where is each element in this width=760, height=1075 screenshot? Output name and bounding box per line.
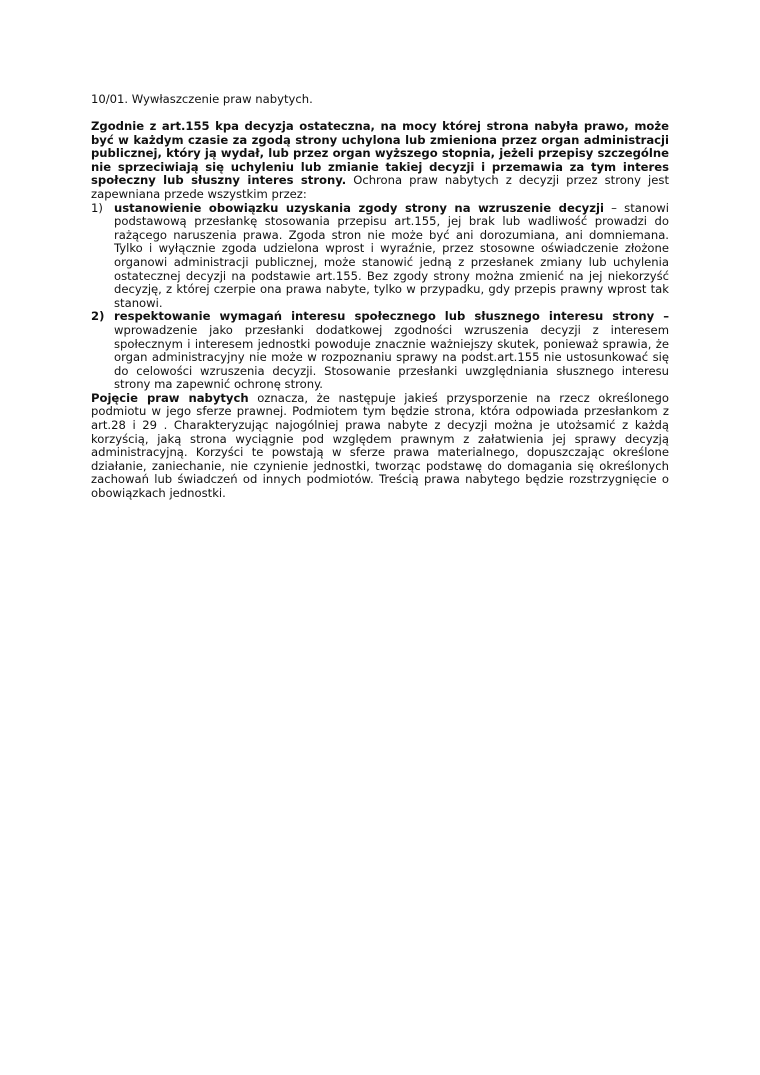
document-title: 10/01. Wywłaszczenie praw nabytych. (91, 92, 313, 106)
list-item-text: – stanowi podstawową przesłankę stosowania przepisu art.155, jej brak lub wadliwość prowadzi do rażącego naruszenia prawa. Zgoda stron nie może być ani dorozumiana, ani domniemana. Tylko i wyłącznie zgoda udzielona wprost i wyraźnie, przez stosowne oświadczenie złożone organowi administracji publicznej, może stanowić jedną z przesłanek zmiany lub uchylenia ostatecznej decyzji na podstawie art.155. Bez zgody strony można zmienić na jej niekorzyść decyzję, z której czerpie ona prawa nabyte, tylko w przypadku, gdy przepis prawny wprost tak stanowi. (114, 200, 669, 310)
protection-list (91, 202, 669, 392)
closing-bold-text: Pojęcie praw nabytych (91, 390, 249, 405)
list-item (91, 202, 669, 311)
closing-paragraph (91, 392, 669, 501)
list-item-text: wprowadzenie jako przesłanki dodatkowej zgodności wzruszenia decyzji z interesem społecznym i interesem jednostki powoduje znacznie ważniejszy skutek, ponieważ sprawia, że organ administracyjny nie może w rozpoznaniu sprawy na podst.art.155 nie ustosunkować się do celowości wzruszenia decyzji. Stosowanie przesłanki uwzględniania słusznego interesu strony ma zapewnić ochronę strony. (114, 322, 669, 392)
list-item-number: 2) (91, 309, 105, 324)
list-item-number: 1) (91, 200, 103, 215)
intro-text: Ochrona praw nabytych z decyzji przez strony jest zapewniana przede wszystkim przez: (91, 173, 669, 201)
intro-bold-text: Zgodnie z art.155 kpa decyzja ostateczna, na mocy której strona nabyła prawo, może być w każdym czasie za zgodą strony uchylona lub zmieniona przez organ administracji publicznej, który ją wydał, lub przez organ wyższego stopnia, jeżeli przepisy szczególne nie sprzeciwiają się uchyleniu lub zmianie takiej decyzji i przemawia za tym interes społeczny lub słuszny interes strony. (91, 119, 669, 188)
closing-text: oznacza, że następuje jakieś przysporzenie na rzecz określonego podmiotu w jego sferze prawnej. Podmiotem tym będzie strona, która odpowiada przesłankom z art.28 i 29 . Charakteryzując najogólniej prawa nabyte z decyzji można je utożsamić z każdą korzyścią, jaką strona wyciągnie pod względem prawnym z załatwienia jej sprawy decyzją administracyjną. Korzyści te powstają w sferze prawa materialnego, dopuszczając określone działanie, zaniechanie, nie czynienie jednostki, tworząc podstawę do domagania się określonych zachowań lub świadczeń od innych podmiotów. Treścią prawa nabytego będzie rozstrzygnięcie o obowiązkach jednostki. (91, 390, 669, 501)
list-item-heading: ustanowienie obowiązku uzyskania zgody strony na wzruszenie decyzji (114, 200, 604, 215)
list-item (91, 310, 669, 392)
intro-paragraph (91, 120, 669, 202)
list-item-heading: respektowanie wymagań interesu społecznego lub słusznego interesu strony – (114, 309, 669, 324)
document-page (91, 92, 669, 501)
